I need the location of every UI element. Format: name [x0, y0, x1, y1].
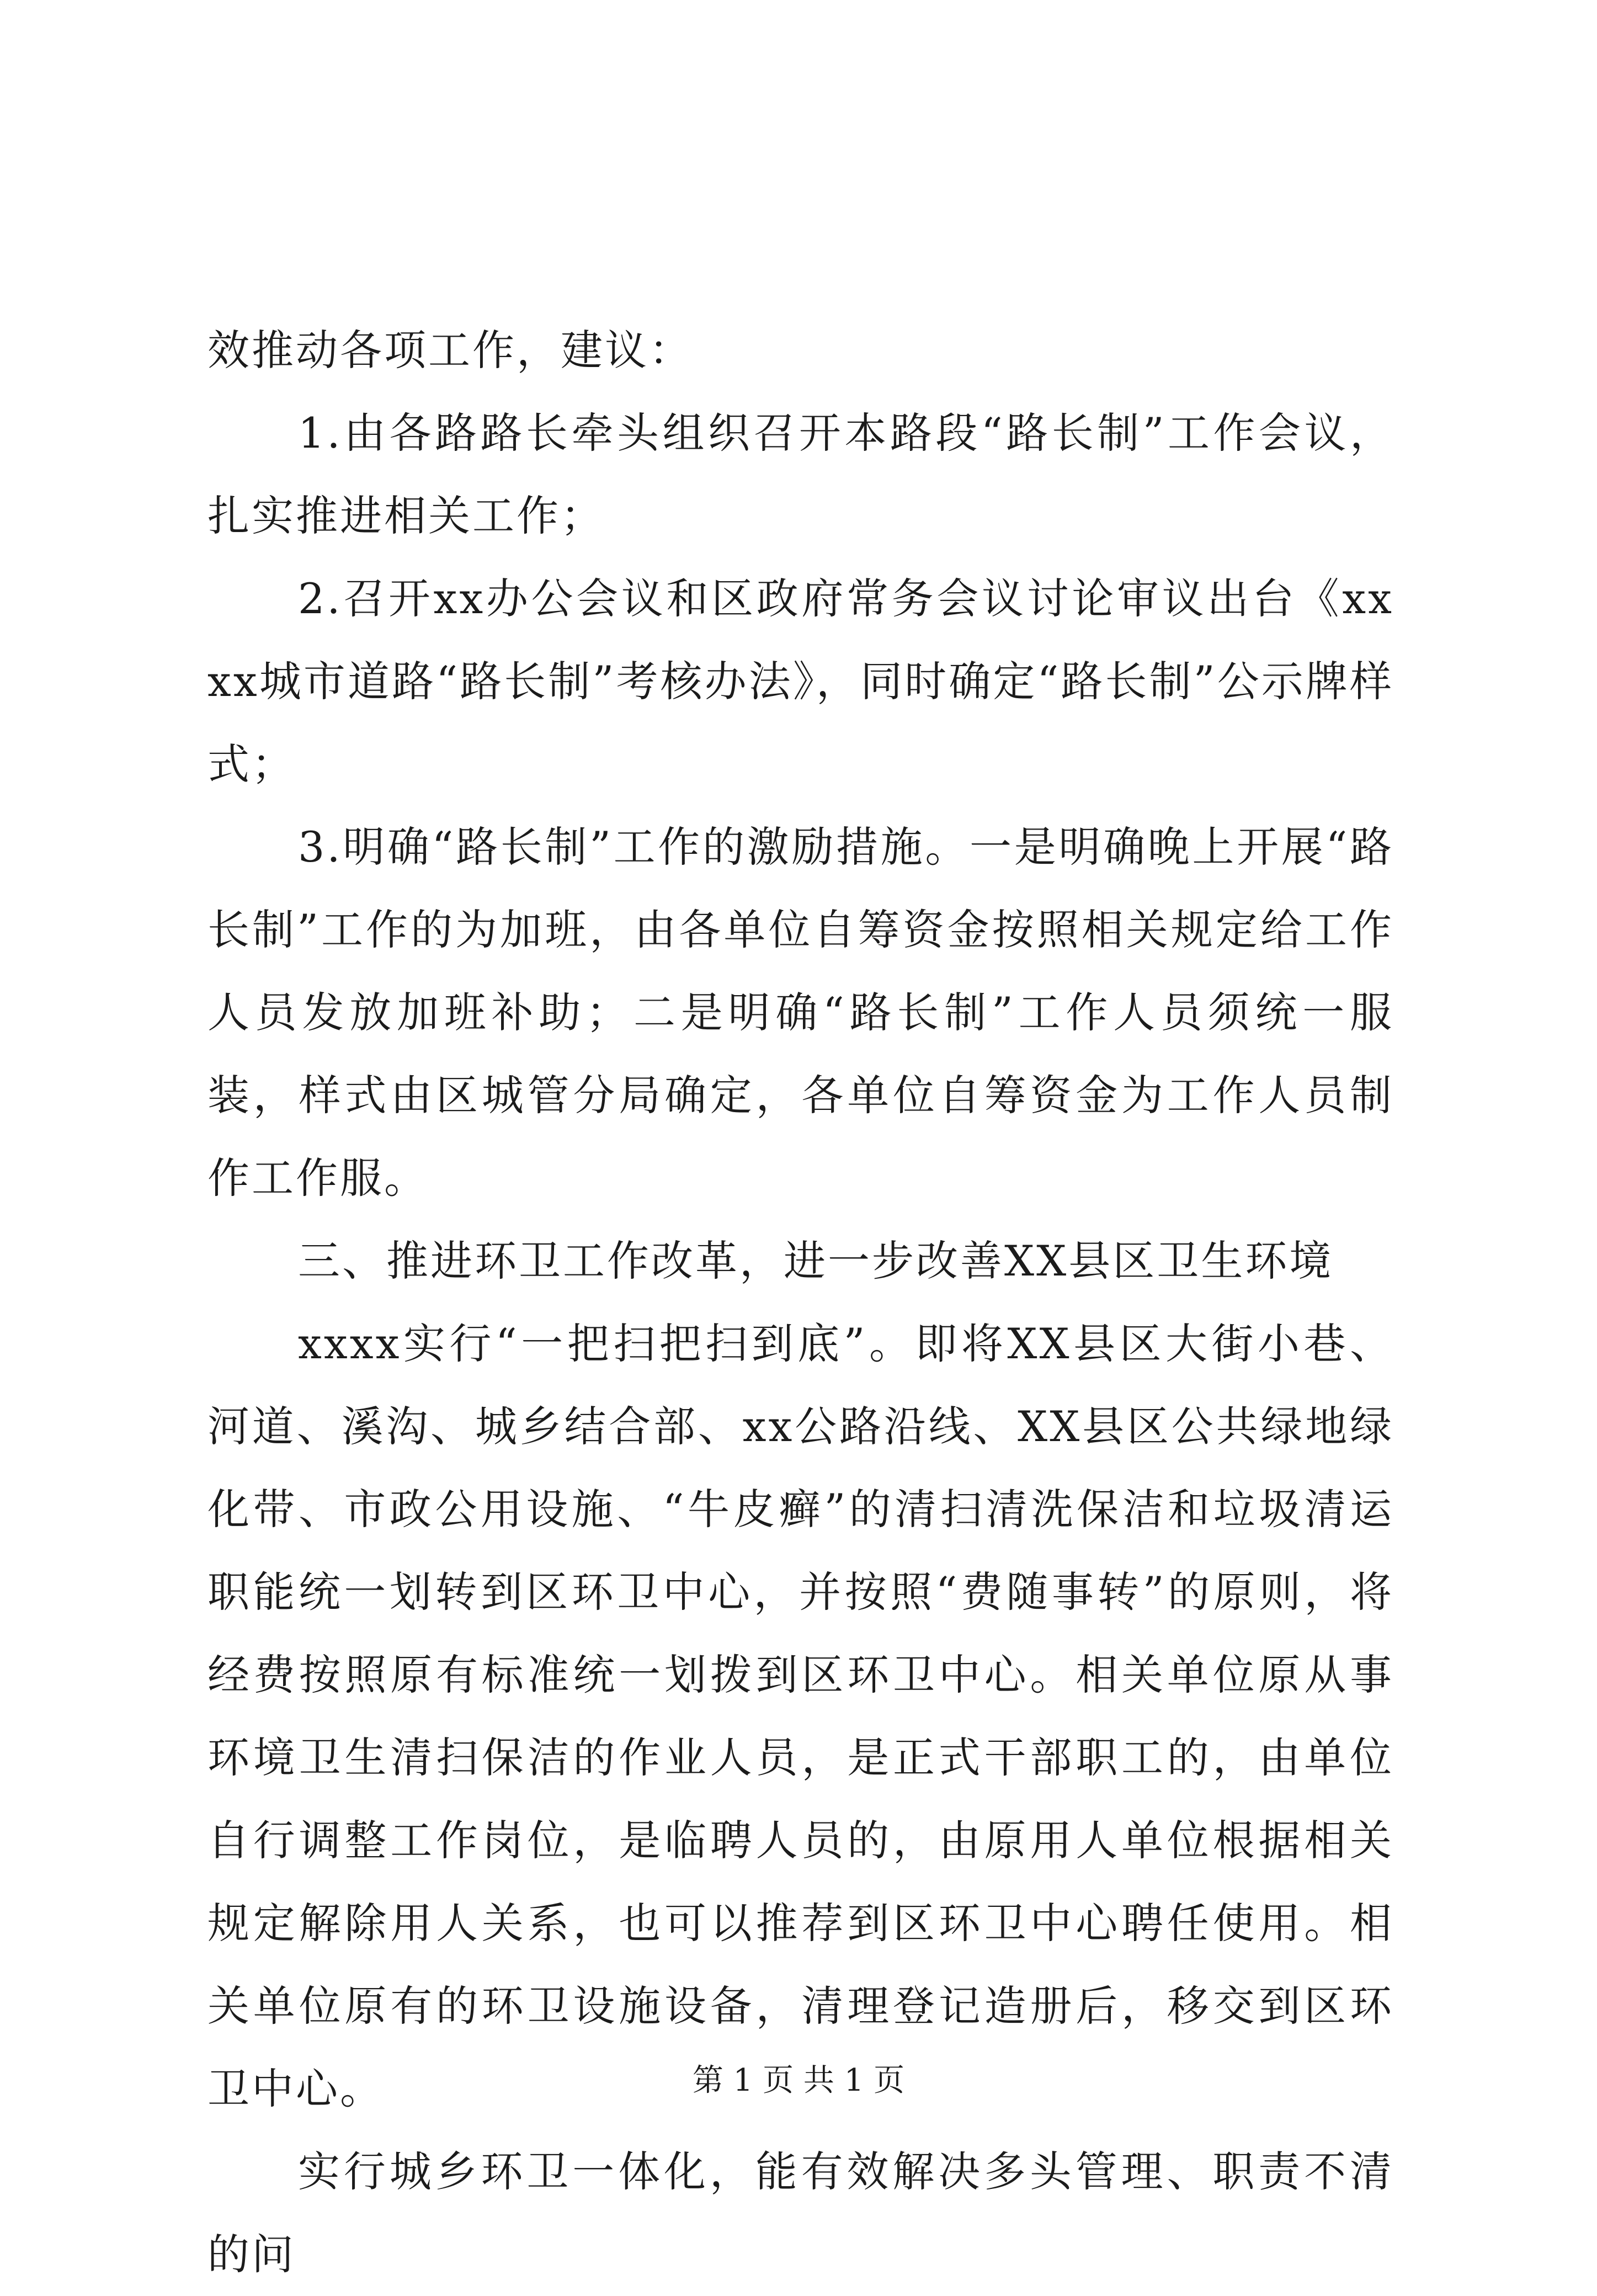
paragraph-item-1: 1.由各路路长牵头组织召开本路段“路长制”工作会议，扎实推进相关工作； — [207, 408, 1394, 540]
paragraph-item-3: 3.明确“路长制”工作的激励措施。一是明确晚上开展“路长制”工作的为加班，由各单位自筹资金按照相关规定给工作人员发放加班补助；二是明确“路长制”工作人员须统一服装，样式由区城管分局确定，各单位自筹资金为工作人员制作工作服。 — [207, 822, 1394, 1203]
paragraph-1: 效推动各项工作，建议： — [207, 326, 693, 375]
page-footer: 第 1 页 共 1 页 — [692, 2063, 905, 2098]
paragraph-integration: 实行城乡环卫一体化，能有效解决多头管理、职责不清的问 — [207, 2147, 1394, 2279]
section-heading-3: 三、推进环卫工作改革，进一步改善XX县区卫生环境 — [298, 1236, 1334, 1285]
document-body — [207, 309, 1394, 2296]
paragraph-item-2: 2.召开xx办公会议和区政府常务会议讨论审议出台《xxxx城市道路“路长制”考核办法》，同时确定“路长制”公示牌样式； — [207, 574, 1394, 789]
paragraph-sanitation-reform: xxxx实行“一把扫把扫到底”。即将XX县区大街小巷、河道、溪沟、城乡结合部、xx公路沿线、XX县区公共绿地绿化带、市政公用设施、“牛皮癣”的清扫清洗保洁和垃圾清运职能统一划转到区环卫中心，并按照“费随事转”的原则，将经费按照原有标准统一划拨到区环卫中心。相关单位原从事环境卫生清扫保洁的作业人员，是正式干部职工的，由单位自行调整工作岗位，是临聘人员的，由原用人单位根据相关规定解除用人关系，也可以推荐到区环卫中心聘任使用。相关单位原有的环卫设施设备，清理登记造册后，移交到区环卫中心。 — [207, 1319, 1394, 2113]
